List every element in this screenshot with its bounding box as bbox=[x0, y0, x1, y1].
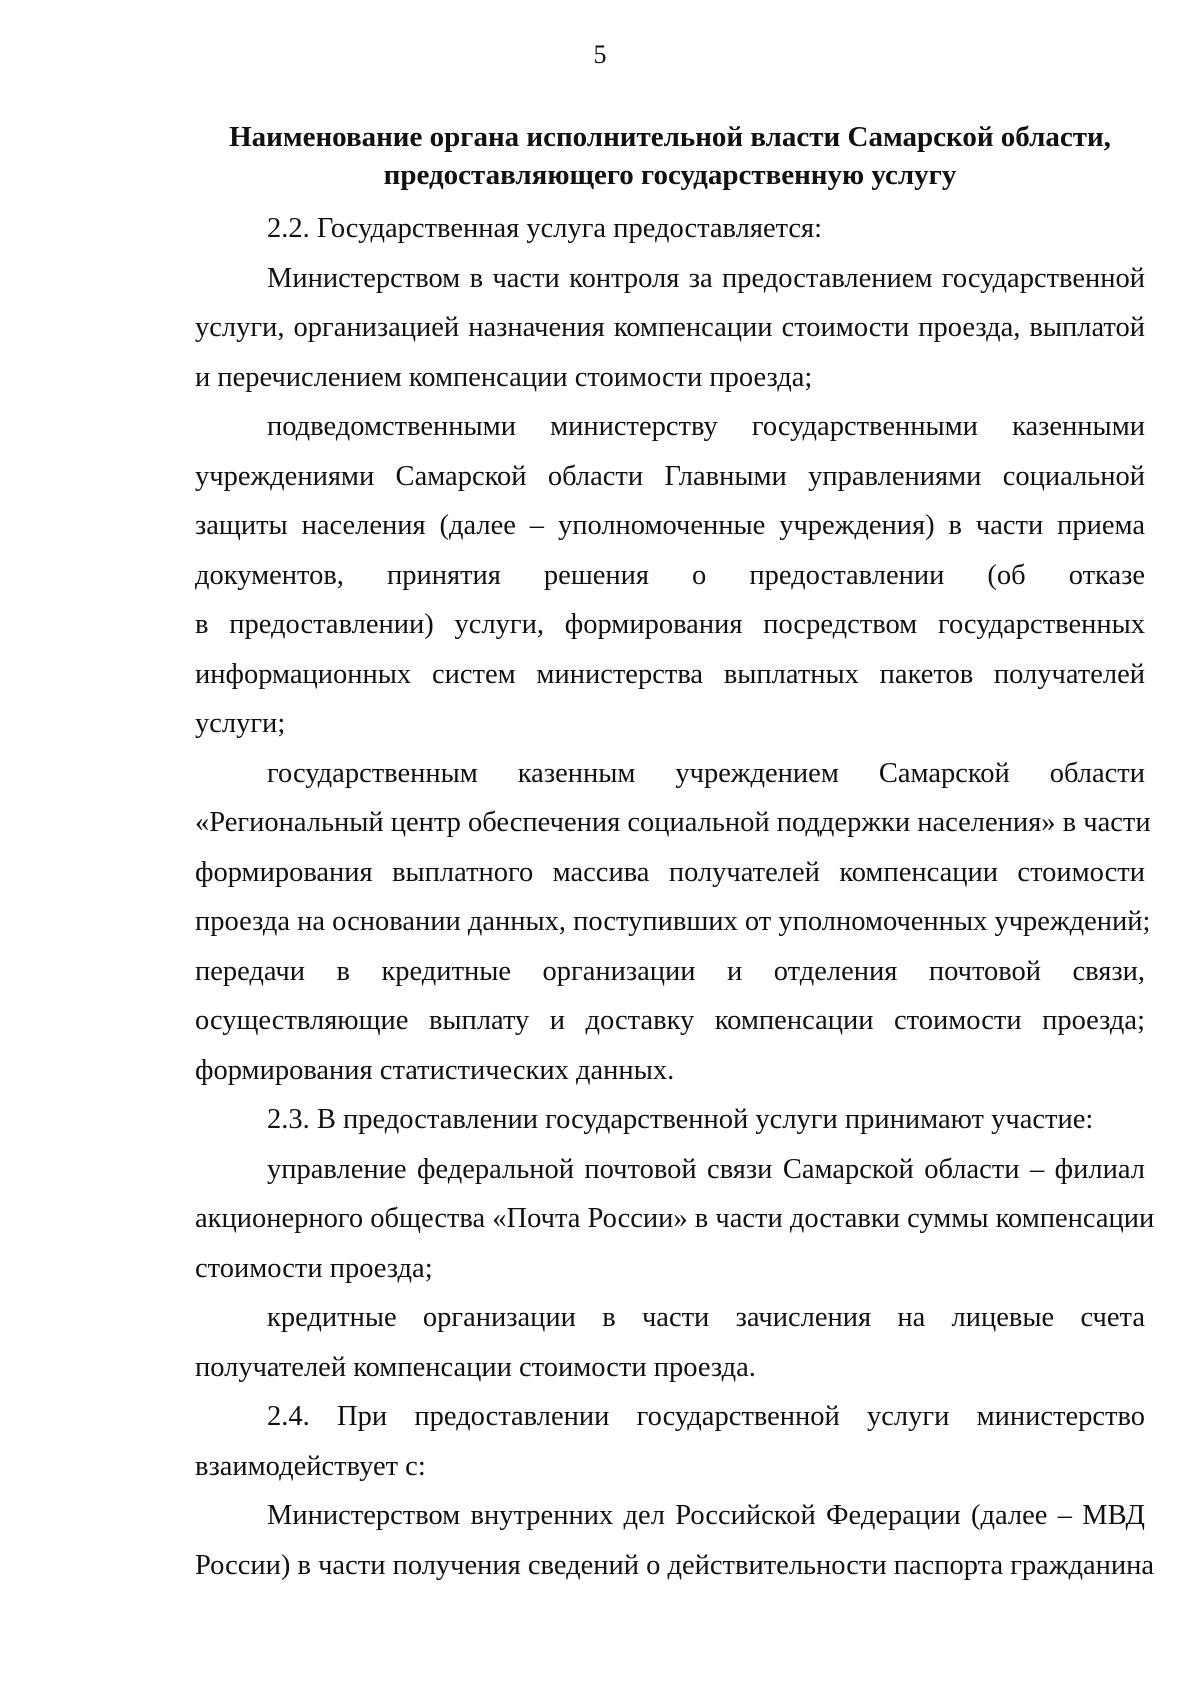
paragraph-line: передачи в кредитные организации и отделения почтовой связи, bbox=[195, 955, 1145, 987]
paragraph-line: 2.3. В предоставлении государственной услуги принимают участие: bbox=[267, 1104, 1094, 1135]
paragraph bbox=[195, 1293, 1145, 1392]
paragraph-line: подведомственными министерству государственными казенными bbox=[267, 411, 1145, 442]
page-number: 5 bbox=[593, 40, 607, 69]
paragraph-line: услуги, организацией назначения компенсации стоимости проезда, выплатой bbox=[195, 312, 1145, 343]
paragraph-line: проезда на основании данных, поступивших от уполномоченных учреждений; bbox=[195, 906, 1151, 937]
paragraph-line: услуги; bbox=[195, 708, 286, 739]
paragraph-line: в предоставлении) услуги, формирования посредством государственных bbox=[195, 609, 1145, 640]
paragraph-line: защиты населения (далее – уполномоченные учреждения) в части приема bbox=[195, 510, 1145, 541]
document-body bbox=[195, 204, 1155, 1590]
paragraph-line: Министерством внутренних дел Российской Федерации (далее – МВД bbox=[267, 1500, 1145, 1531]
paragraph-line: управление федеральной почтовой связи Самарской области – филиал bbox=[267, 1153, 1145, 1185]
paragraph bbox=[195, 1392, 1145, 1491]
paragraph-line: осуществляющие выплату и доставку компенсации стоимости проезда; bbox=[195, 1005, 1145, 1036]
paragraph-line: акционерного общества «Почта России» в части доставки суммы компенсации bbox=[195, 1203, 1155, 1234]
paragraph-line: Министерством в части контроля за предоставлением государственной bbox=[267, 262, 1145, 294]
paragraph-line: 2.4. При предоставлении государственной услуги министерство bbox=[267, 1401, 1145, 1432]
paragraph-line: стоимости проезда; bbox=[195, 1252, 433, 1284]
paragraph-line: документов, принятия решения о предоставлении (об отказе bbox=[195, 559, 1145, 591]
paragraph bbox=[195, 1095, 1145, 1145]
paragraph-line: России) в части получения сведений о действительности паспорта гражданина bbox=[195, 1549, 1155, 1581]
paragraph-line: государственным казенным учреждением Самарской области bbox=[267, 757, 1145, 789]
paragraph-line: получателей компенсации стоимости проезда. bbox=[195, 1351, 756, 1383]
paragraph-line: взаимодействует с: bbox=[195, 1450, 426, 1482]
paragraph-line: «Региональный центр обеспечения социальной поддержки населения» в части bbox=[195, 807, 1151, 838]
paragraph-line: 2.2. Государственная услуга предоставляется: bbox=[267, 213, 823, 244]
paragraph bbox=[195, 1491, 1155, 1590]
paragraph-line: и перечислением компенсации стоимости проезда; bbox=[195, 361, 813, 393]
paragraph bbox=[195, 254, 1145, 403]
paragraph bbox=[195, 749, 1151, 1096]
paragraph bbox=[195, 1145, 1155, 1294]
paragraph-line: учреждениями Самарской области Главными управлениями социальной bbox=[195, 460, 1145, 492]
heading-line: предоставляющего государственную услугу bbox=[383, 159, 957, 191]
paragraph-line: информационных систем министерства выплатных пакетов получателей bbox=[195, 658, 1145, 690]
paragraph-line: кредитные организации в части зачисления на лицевые счета bbox=[267, 1302, 1145, 1333]
paragraph-line: формирования статистических данных. bbox=[195, 1054, 675, 1086]
paragraph bbox=[195, 204, 1145, 254]
paragraph bbox=[195, 402, 1145, 749]
section-heading bbox=[195, 118, 1145, 194]
paragraph-line: формирования выплатного массива получателей компенсации стоимости bbox=[195, 856, 1145, 888]
heading-line: Наименование органа исполнительной власти Самарской области, bbox=[229, 121, 1111, 153]
